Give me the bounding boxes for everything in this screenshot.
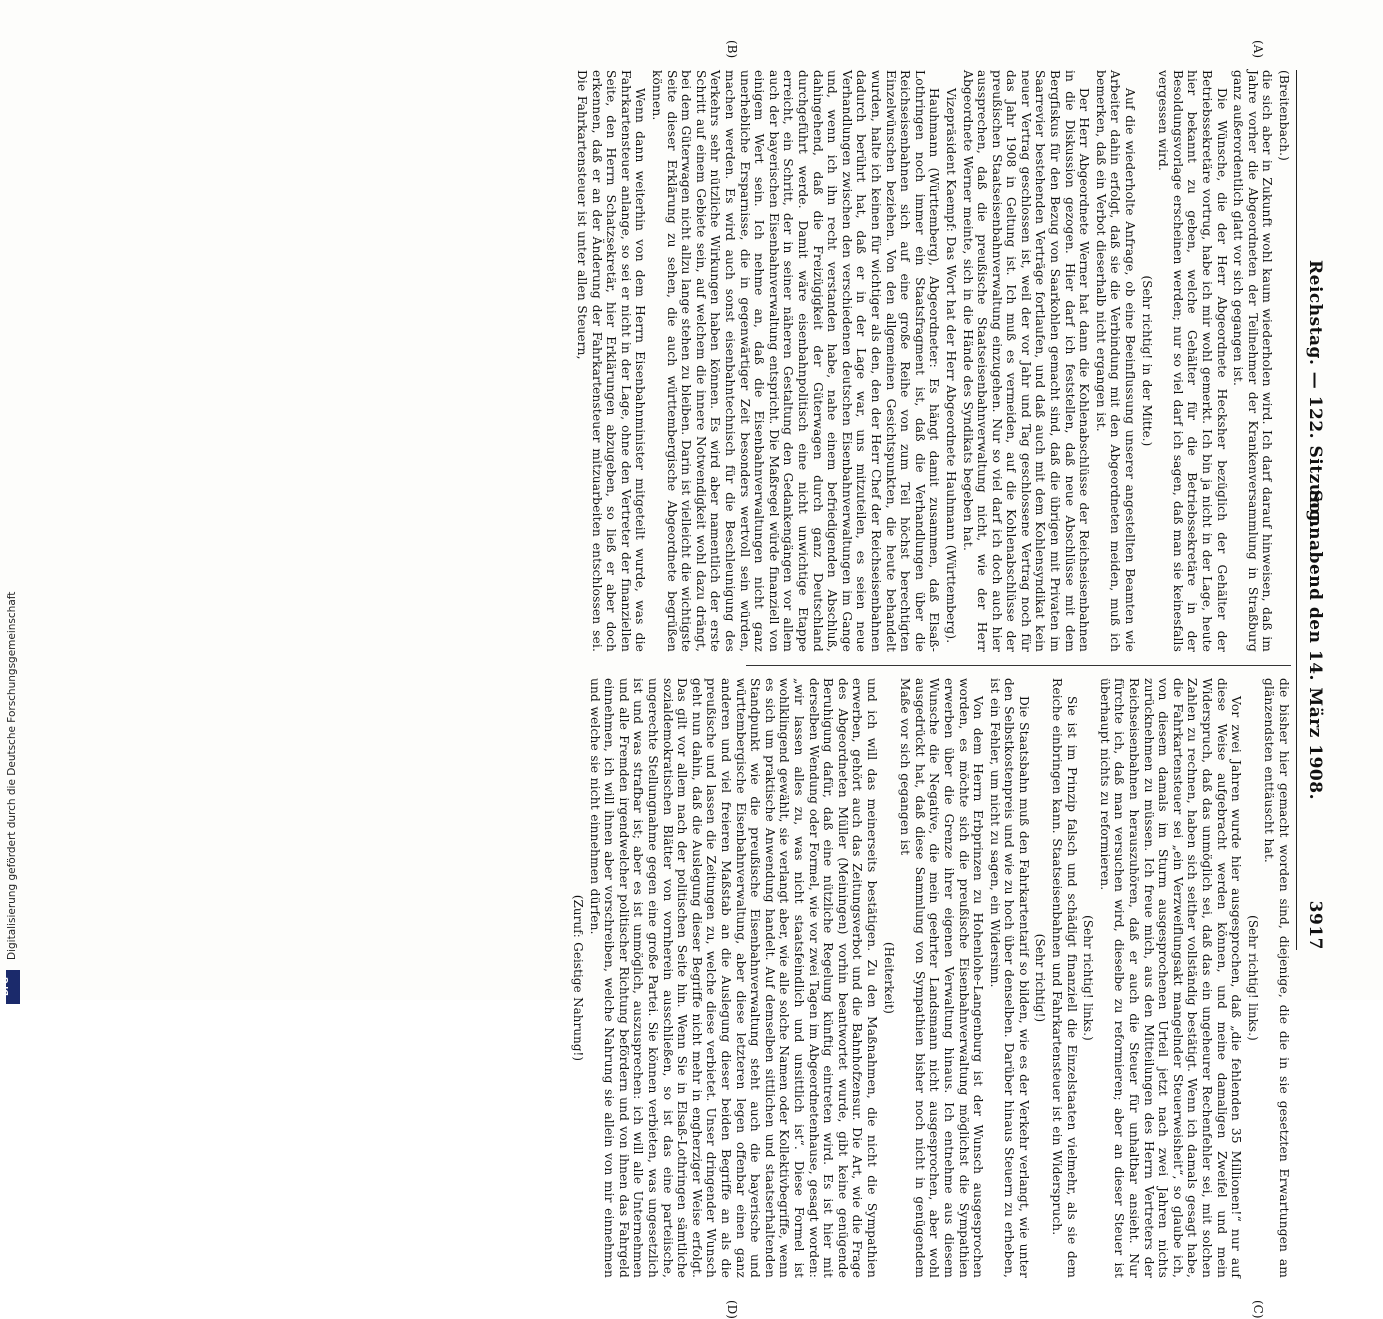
header-rule [1296, 70, 1297, 950]
paragraph: Die Staatsbahn muß den Fahrkartentarif so bilden, wie es der Verkehr verlangt, wie unter den Selbstkostenpreis und wie zu hoch über denselben. Darüber hinaus Steuern zu erheben, ist ein Fehler, um nicht zu sagen, ein Widersinn. [987, 678, 1031, 1278]
margin-marker-a: (A) [1251, 40, 1265, 59]
margin-marker-b: (B) [725, 40, 739, 59]
page-header [1299, 70, 1325, 950]
interjection: (Sehr richtig! links.) [1081, 915, 1096, 1041]
paragraph: Wenn dann weiterhin von dem Herrn Eisenbahnminister mitgeteilt wurde, was die Fahrkartensteuer anlange, so sei er nicht in der Lage, ohne den Vertreter der finanziellen Seite, den Herrn Schatzsekretär, hier Erklärungen abzugeben, so ließ er aber doch erkennen, daß er an der Änderung der Fahrkartensteuer mitzuarbeiten entschlossen sei. Die Fahrkartensteuer ist unter allen Steuern, [575, 70, 648, 652]
paragraph: die sich aber in Zukunft wohl kaum wiederholen wird. Ich darf darauf hinweisen, daß im Jahre vorher die Abgeordneten der Teilnehmer der Krankenversammlung in Straßburg ganz außerordentlich glatt vor sich gegangen ist. [1231, 70, 1275, 652]
paragraph: Vizepräsident Kaempf: Das Wort hat der Herr Abgeordnete Hauhmann (Württemberg). [943, 88, 958, 644]
interjection: (Sehr richtig! in der Mitte.) [1139, 275, 1154, 447]
interjection: (Sehr richtig!) [1033, 933, 1048, 1023]
right-text-column [569, 678, 1292, 1278]
credit-text: Digitalisierung gefördert durch die Deutsche Forschungsgemeinschaft [6, 591, 18, 960]
interjection: (Zuruf: Geistige Nahrung!) [571, 894, 586, 1062]
margin-marker-c: (C) [1251, 1300, 1265, 1319]
paragraph: die bisher hier gemacht worden sind, diejenige, die die in sie gesetzten Erwartungen am glänzendsten enttäuscht hat. [1262, 678, 1291, 1278]
column-divider [746, 665, 1291, 666]
margin-marker-d: (D) [725, 1300, 739, 1319]
dfg-logo: DFG [6, 970, 20, 1004]
paragraph: Vor zwei Jahren wurde hier ausgesprochen, daß „die fehlenden 35 Millionen!“ nur auf diese Weise aufgebracht werden können, und meine damaligen Zweifel und mein Widerspruch, daß das unmöglich sei, daß das ein ungeheurer Rechenfehler sei, mit solchen Zahlen zu rechnen, haben sich seither vollständig bestätigt. Wenn ich damals gesagt habe, die Fahrkartensteuer sei „ein Verzweiflungsakt mangelnder Steuerweisheit“, so glaube ich, von diesem damals im Sturm ausgesprochenen Urteil jetzt nach zwei Jahren nichts zurücknehmen zu müssen. Ich freue mich, aus den Mitteilungen des Herrn Vertreters der Reichseisenbahnen herauszuhören, daß er auch die Steuer für unhaltbar ansieht. Nur fürchte ich, daß man versuchen wird, dieselbe zu reformieren; aber an dieser Steuer ist überhaupt nichts zu reformieren. [1097, 678, 1244, 1278]
paragraph: Sie ist im Prinzip falsch und schädigt finanziell die Einzelstaaten vielmehr, als sie dem Reiche einbringen kann. Staatseisenbahnen und Fahrkartensteuer ist ein Widerspruch. [1050, 678, 1079, 1278]
paragraph: Der Herr Abgeordnete Werner hat dann die Kohlenabschlüsse der Reichseisenbahnen in die Diskussion gezogen. Hier darf ich feststellen, daß neue Abschlüsse mit dem Bergfiskus für den Bezug von Saarkohlen gemacht sind, daß die übrigen mit Privaten im Saarrevier bestehenden Verträge fortlaufen, und daß auch mit dem Kohlensyndikat kein neuer Vertrag geschlossen ist, weil der vor Jahr und Tag geschlossene Vertrag noch für das Jahr 1908 in Geltung ist. Ich muß es vermeiden, auf die Kohlenabschlüsse der preußischen Staatseisenbahnverwaltung einzugehen. Nur so viel darf ich doch auch hier aussprechen, daß die preußische Staatseisenbahnverwaltung nicht, wie der Herr Abgeordnete Werner meinte, sich in die Hände des Syndikats begeben hat. [960, 70, 1092, 652]
paragraph: Von dem Herrn Erbprinzen zu Hohenlohe-Langenburg ist der Wunsch ausgesprochen worden, es möchte sich die preußische Eisenbahnverwaltung möglichst die Sympathien erwerben über die Grenze ihrer eigenen Verwaltung hinaus. Ich entnehme aus diesem Wunsche die Negative, die mein geehrter Landsmann nicht ausgesprochen, aber wohl ausgedrückt hat, daß diese Sammlung von Sympathien bisher noch nicht in genügendem Maße vor sich gegangen ist [898, 678, 986, 1278]
paragraph: Die Wünsche, die der Herr Abgeordnete Hecksher bezüglich der Gehälter der Betriebssekretäre vortrug, habe ich mir wohl gemerkt. Ich bin ja nicht in der Lage, heute hier bekannt zu geben, welche Gehälter für die Betriebssekretäre in der Besoldungsvorlage erscheinen werden; nur so viel darf ich sagen, daß man sie keinesfalls vergessen wird. [1156, 70, 1229, 652]
page-number: 3917 [1305, 900, 1325, 950]
paragraph: Auf die wiederholte Anfrage, ob eine Beeinflussung unserer angestellten Beamten wie Arbeiter dahin erfolgt, daß sie die Verbindung mit den Abgeordneten meiden, muß ich bemerken, daß ein Verbot dieserhalb nicht ergangen ist. [1093, 70, 1138, 652]
session-date: Sonnabend den 14. März 1908. [1305, 489, 1325, 800]
running-title: Reichstag. — 122. Sitzung. [1305, 260, 1325, 529]
digitization-credit [0, 30, 22, 996]
paragraph: und ich will das meinerseits bestätigen. Zu den Maßnahmen, die nicht die Sympathien erwerben, gehört auch das Zeitungsverbot und die Bahnhofzensur. Die Art, wie die Frage des Abgeordneten Müller (Meiningen) vorhin beantwortet wurde, gibt keine genügende Beruhigung dafür, daß eine nützliche Regelung künftig eintreten wird. Es ist hier mit derselben Wendung oder Formel, wie vor zwei Tagen im Abgeordnetenhause, gesagt worden: „wir lassen alles zu, was nicht staatsfeindlich und unsittlich ist“. Diese Formel ist wohlklingend gewählt, sie verlangt aber, wie alle solche Namen oder Kollektivbegriffe, wenn es sich um praktische Anwendung handelt. Auf demselben sittlichen und staatserhaltenden Standpunkt wie die preußische Eisenbahnverwaltung steht auch die bayerische und württembergische Eisenbahnverwaltung, aber diese letzteren legen offenbar einen ganz anderen und viel freieren Maßstab an die Auslegung dieser beiden Begriffe an als die preußische und lassen die Zeitungen zu, welche diese verbietet. Unser dringender Wunsch geht nun dahin, daß die Auslegung dieser Begriffe nicht mehr in engherziger Weise erfolgt. Das gilt vor allem nach der politischen Seite hin. Wenn Sie in Elsaß-Lothringen sämtliche sozialdemokratischen Blätter von vornherein ausschließen, so ist das eine parteiische, ungerechte Stellungnahme gegen eine große Partei. Sie können verbieten, was ungesetzlich ist und was strafbar ist; aber es ist unmöglich, auszusprechen: ich will alle Unternehmen und alle Fremden irgendwelcher politischer Richtung befördern und von ihnen das Fahrgeld einnehmen, ich will ihnen aber vorschreiben, welche Nahrung sie allein von mir einnehmen und welche sie nicht einnehmen dürfen. [587, 678, 879, 1278]
interjection: (Sehr richtig! links.) [1245, 915, 1260, 1041]
left-text-column [573, 70, 1292, 652]
paragraph: (Breitenbach.) [1277, 70, 1291, 162]
interjection: (Heiterkeit) [881, 941, 896, 1015]
paragraph: Hauhmann (Württemberg), Abgeordneter: Es hängt damit zusammen, daß Elsaß-Lothringen noch immer ein Staatsfragment ist, daß die Verhandlungen über die Reichseisenbahnen sich auf eine große Reihe von zum Teil höchst berechtigten Einzelwünschen beziehen. Von den allgemeinen Gesichtspunkten, die heute behandelt wurden, halte ich keinen für wichtiger als den, den der Herr Chef der Reichseisenbahnen dadurch berührt hat, daß er in der Lage war, uns mitzuteilen, es seien neue Verhandlungen zwischen den verschiedenen deutschen Eisenbahnverwaltungen im Gange und, wenn ich ihn recht verstanden habe, nahe einem befriedigenden Abschluß, dahingehend, daß die Freizügigkeit der Güterwagen durch ganz Deutschland durchgeführt werde. Damit wäre eisenbahnpolitisch eine nicht unwichtige Etappe erreicht, ein Schritt, der in seiner näheren Gestaltung den Gedankengängen vor allem auch der bayerischen Eisenbahnverwaltung entspricht. Die Maßregel würde finanziell von einigem Wert sein. Ich nehme an, daß die Eisenbahnverwaltungen nicht ganz unerhebliche Ersparnisse, die in gegenwärtiger Zeit besonders wertvoll sein würden, machen werden. Es wird auch sonst eisenbahntechnisch für die Beschleunigung des Verkehrs sehr nützliche Wirkungen haben können. Es wird aber namentlich der erste Schritt auf einem Gebiete sein, auf welchem die innere Notwendigkeit wohl dazu drängt, bei dem Güterwagen nicht allzu lange stehen zu bleiben. Darin ist vielleicht die wichtigste Seite dieser Erklärung zu sehen, die auch württembergische Abgeordnete begrüßen können. [650, 70, 942, 652]
